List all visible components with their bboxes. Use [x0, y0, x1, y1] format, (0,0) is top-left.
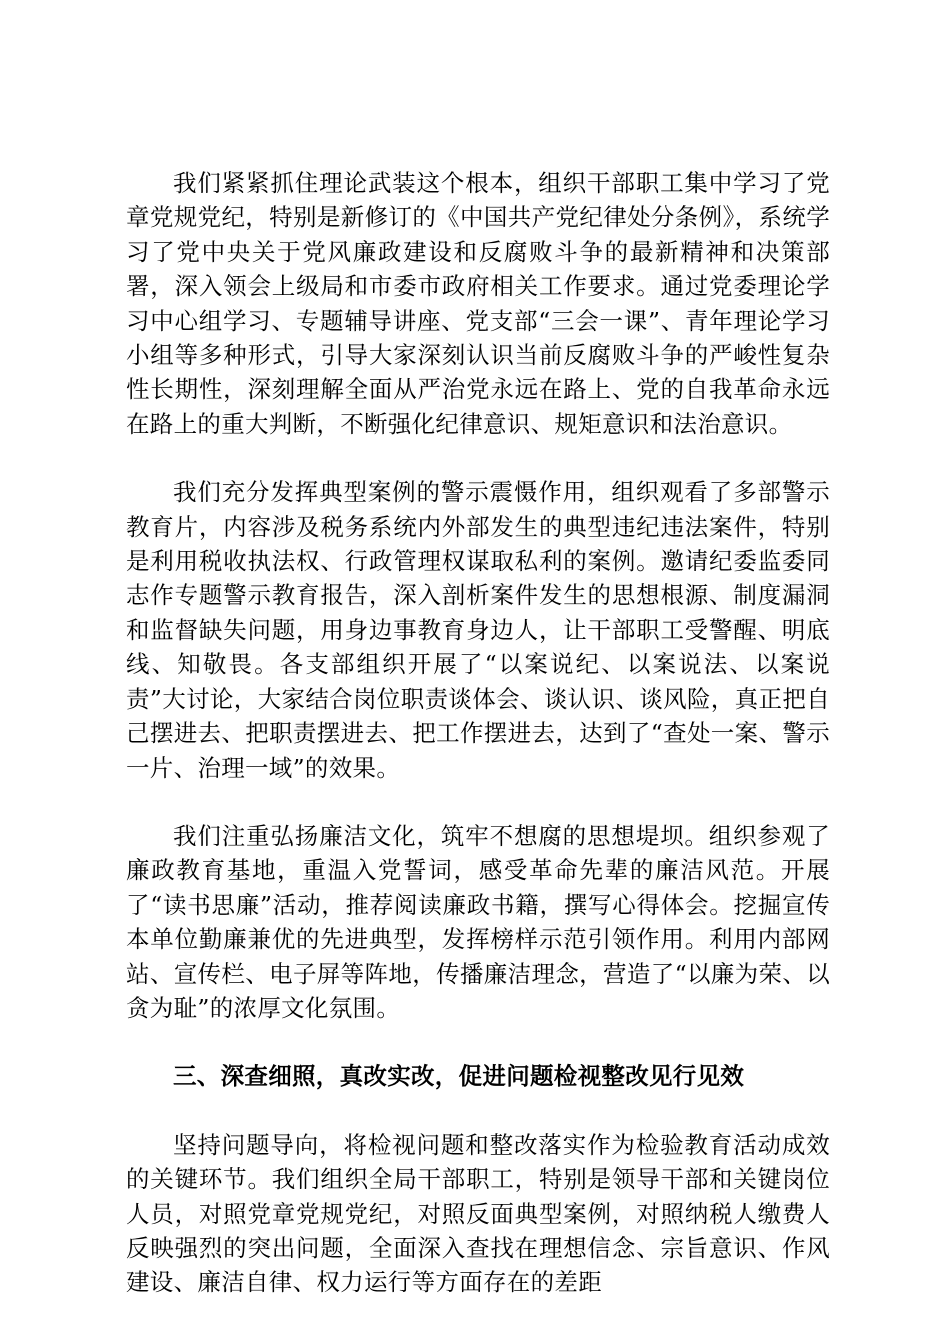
section-heading: 三、深查细照，真改实改，促进问题检视整改见行见效 — [173, 1062, 745, 1091]
paragraph-theory-study: 我们紧紧抓住理论武装这个根本，组织干部职工集中学习了党章党规党纪，特别是新修订的《中国共产党纪律处分条例》，系统学习了党中央关于党风廉政建设和反腐败斗争的最新精神和决策部署，深入领会上级局和市委市政府相关工作要求。通过党委理论学习中心组学习、专题辅导讲座、党支部“三会一课”、青年理论学习小组等多种形式，引导大家深刻认识当前反腐败斗争的严峻性复杂性长期性，深刻理解全面从严治党永远在路上、党的自我革命永远在路上的重大判断，不断强化纪律意识、规矩意识和法治意识。 — [126, 169, 830, 438]
paragraph-problem-rectification: 坚持问题导向，将检视问题和整改落实作为检验教育活动成效的关键环节。我们组织全局干部职工，特别是领导干部和关键岗位人员，对照党章党规党纪，对照反面典型案例，对照纳税人缴费人反映强烈的突出问题，全面深入查找在理想信念、宗旨意识、作风建设、廉洁自律、权力运行等方面存在的差距 — [126, 1130, 830, 1297]
paragraph-integrity-culture: 我们注重弘扬廉洁文化，筑牢不想腐的思想堤坝。组织参观了廉政教育基地，重温入党誓词，感受革命先辈的廉洁风范。开展了“读书思廉”活动，推荐阅读廉政书籍，撰写心得体会。挖掘宣传本单位勤廉兼优的先进典型，发挥榜样示范引领作用。利用内部网站、宣传栏、电子屏等阵地，传播廉洁理念，营造了“以廉为荣、以贪为耻”的浓厚文化氛围。 — [126, 821, 830, 1022]
paragraph-spacer — [126, 785, 830, 819]
paragraph-warning-education: 我们充分发挥典型案例的警示震慑作用，组织观看了多部警示教育片，内容涉及税务系统内外部发生的典型违纪违法案件，特别是利用税收执法权、行政管理权谋取私利的案例。邀请纪委监委同志作专题警示教育报告，深入剖析案件发生的思想根源、制度漏洞和监督缺失问题，用身边事教育身边人，让干部职工受警醒、明底线、知敬畏。各支部组织开展了“以案说纪、以案说法、以案说责”大讨论，大家结合岗位职责谈体会、谈认识、谈风险，真正把自己摆进去、把职责摆进去、把工作摆进去，达到了“查处一案、警示一片、治理一域”的效果。 — [126, 478, 830, 782]
paragraph-spacer — [126, 1094, 830, 1128]
document-body — [126, 166, 830, 1300]
paragraph-spacer — [126, 441, 830, 475]
paragraph-spacer — [126, 1025, 830, 1059]
